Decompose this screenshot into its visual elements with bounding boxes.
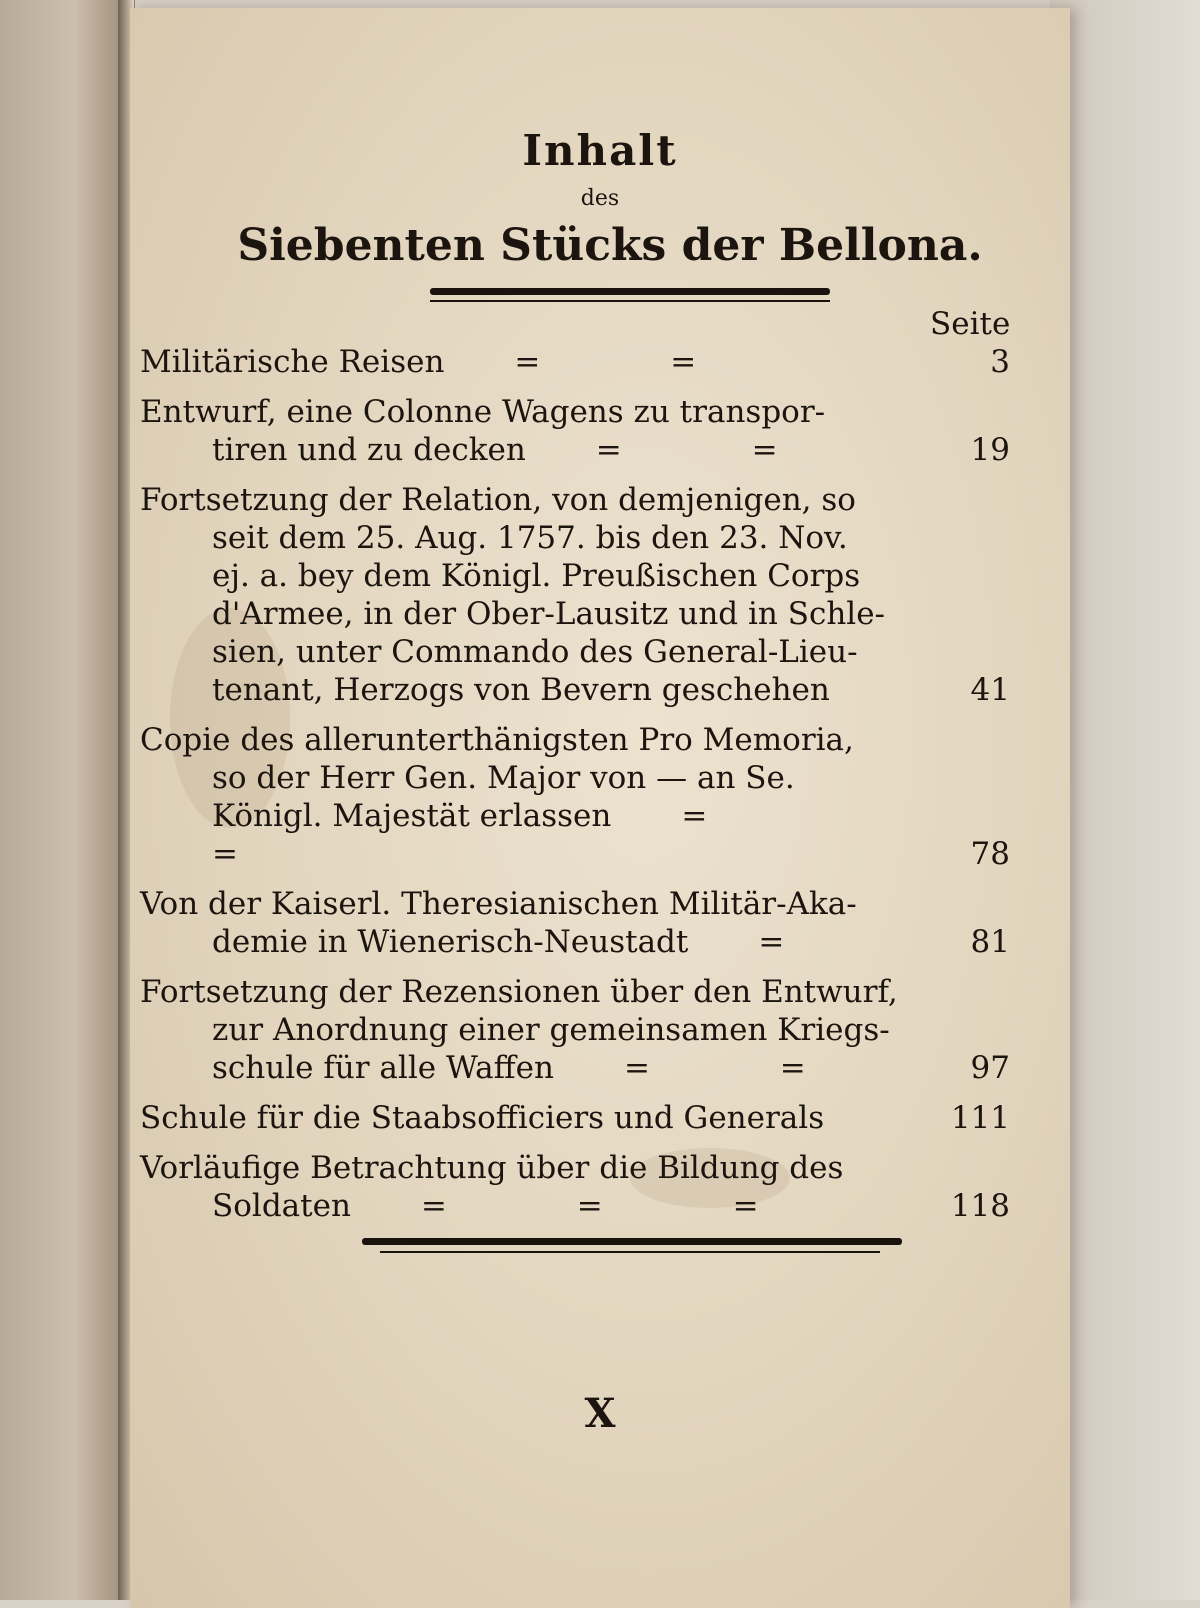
toc-page-number: 118: [950, 1188, 1010, 1224]
toc-entry-text: Militärische Reisen: [140, 344, 445, 380]
leader-dots: = =: [623, 1050, 866, 1086]
toc-entry-line: [140, 1187, 1010, 1225]
toc-entry: [140, 481, 1010, 709]
toc-page-number: 81: [970, 924, 1010, 960]
toc-entry-line: seit dem 25. Aug. 1757. bis den 23. Nov.: [212, 520, 848, 556]
toc-entry-line: so der Herr Gen. Major von — an Se.: [212, 760, 795, 796]
toc-entry-line: d'Armee, in der Ober-Lausitz und in Schle-: [212, 596, 886, 632]
toc-entry-line: Vorläufige Betrachtung über die Bildung des: [140, 1150, 844, 1186]
toc-page-number: 97: [970, 1050, 1010, 1086]
toc-entry-text: tiren und zu decken: [212, 432, 526, 468]
page-title: Inhalt: [522, 126, 678, 175]
toc-entry: [140, 306, 1011, 381]
toc-entry-line: Von der Kaiserl. Theresianischen Militär-Aka-: [140, 886, 857, 922]
toc-entry: [140, 1149, 1010, 1225]
leader-dots: =: [758, 924, 845, 960]
toc-entry: [140, 1099, 1010, 1137]
leader-dots: = =: [514, 344, 757, 380]
toc-entry: [140, 973, 1010, 1087]
toc-entry-text: Königl. Majestät erlassen: [212, 798, 612, 834]
title-connector: des: [580, 186, 620, 211]
table-of-contents: [140, 306, 1011, 1237]
toc-page-number: 41: [970, 672, 1010, 708]
toc-entry: [140, 393, 1010, 469]
toc-entry-line: tenant, Herzogs von Bevern geschehen: [212, 672, 830, 708]
toc-page-number: 111: [950, 1100, 1010, 1136]
signature-mark: X: [584, 1390, 616, 1437]
book-spine: [0, 0, 135, 1600]
toc-entry-line: Schule für die Staabsofficiers und Generals: [140, 1100, 825, 1136]
toc-entry-text: schule für alle Waffen: [212, 1050, 554, 1086]
publication-title: Siebenten Stücks der Bellona.: [237, 220, 983, 271]
toc-entry-line: [140, 797, 1010, 873]
toc-entry-line: Fortsetzung der Relation, von demjenigen, so: [140, 482, 856, 518]
toc-entry-line: [140, 431, 1010, 469]
toc-entry-line: [140, 923, 1010, 961]
bottom-rule-thin: [380, 1251, 880, 1253]
toc-entry-line: [140, 1049, 1010, 1087]
toc-entry-line: Entwurf, eine Colonne Wagens zu transpor-: [140, 394, 826, 430]
toc-page-number: 19: [970, 432, 1010, 468]
toc-entry-line: Fortsetzung der Rezensionen über den Entwurf,: [140, 974, 898, 1010]
toc-entry: [140, 721, 1010, 873]
toc-entry-line: zur Anordnung einer gemeinsamen Kriegs-: [212, 1012, 890, 1048]
toc-entry: [140, 885, 1010, 961]
leader-dots: = =: [595, 432, 838, 468]
leader-dots: = = =: [420, 1188, 819, 1224]
toc-entry-line: Copie des allerunterthänigsten Pro Memoria,: [140, 722, 854, 758]
toc-entry-line: ej. a. bey dem Königl. Preußischen Corps: [212, 558, 861, 594]
bottom-rule-thick: [362, 1238, 902, 1245]
toc-entry-text: demie in Wienerisch-Neustadt: [212, 924, 689, 960]
toc-entry-text: Soldaten: [212, 1188, 351, 1224]
leader-dots: = =: [212, 798, 768, 872]
toc-entry-line: [140, 343, 1010, 381]
toc-page-number: 78: [970, 836, 1010, 872]
top-rule-thin: [430, 300, 830, 302]
toc-page-number: Seite 3: [930, 306, 1011, 380]
toc-entry-line: sien, unter Commando des General-Lieu-: [212, 634, 858, 670]
top-rule-thick: [430, 288, 830, 295]
